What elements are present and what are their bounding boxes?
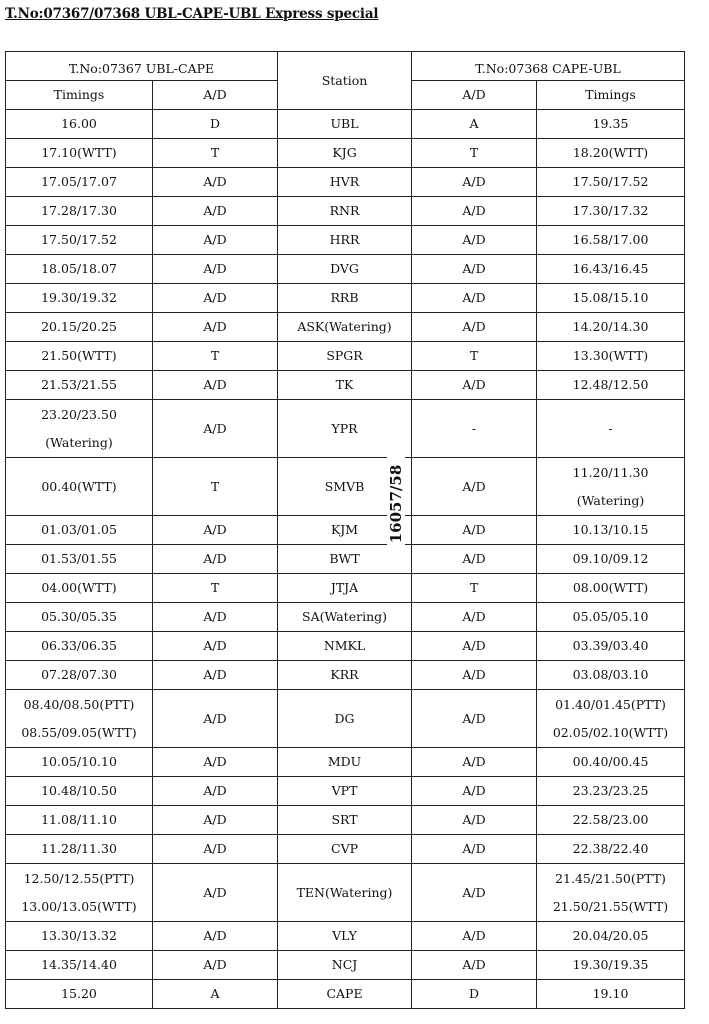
- right-timings-header: Timings: [537, 81, 685, 110]
- left-timing-cell: 18.05/18.07: [6, 255, 153, 284]
- right-ad-cell: A/D: [412, 632, 537, 661]
- table-row: [6, 661, 685, 690]
- left-timing-cell: 11.28/11.30: [6, 835, 153, 864]
- station-cell: CAPE: [278, 980, 412, 1009]
- station-cell: VLY: [278, 922, 412, 951]
- station-cell: VPT: [278, 777, 412, 806]
- station-cell: UBL: [278, 110, 412, 139]
- table-row: [6, 806, 685, 835]
- table-row: [6, 951, 685, 980]
- left-timing-cell: 17.05/17.07: [6, 168, 153, 197]
- station-cell: TEN(Watering): [278, 864, 412, 922]
- right-timing-cell: 10.13/10.15: [537, 516, 685, 545]
- table-row: [6, 864, 685, 922]
- left-timing-cell: 17.10(WTT): [6, 139, 153, 168]
- right-ad-cell: A/D: [412, 951, 537, 980]
- table-row: [6, 197, 685, 226]
- left-timing-cell: 11.08/11.10: [6, 806, 153, 835]
- table-row: [6, 371, 685, 400]
- left-timing-cell: 00.40(WTT): [6, 458, 153, 516]
- left-ad-cell: A/D: [153, 748, 278, 777]
- right-ad-cell: A/D: [412, 168, 537, 197]
- right-timing-cell: 15.08/15.10: [537, 284, 685, 313]
- table-row: [6, 313, 685, 342]
- left-timing-cell: 01.03/01.05: [6, 516, 153, 545]
- right-ad-cell: A/D: [412, 197, 537, 226]
- right-timing-cell: [537, 690, 685, 748]
- left-timing-cell-line-2: 13.00/13.05(WTT): [21, 898, 137, 914]
- left-ad-cell: A/D: [153, 516, 278, 545]
- left-ad-cell: A/D: [153, 197, 278, 226]
- right-ad-cell: A/D: [412, 748, 537, 777]
- right-timing-cell: 18.20(WTT): [537, 139, 685, 168]
- right-timing-cell: 09.10/09.12: [537, 545, 685, 574]
- left-train-header: T.No:07367 UBL-CAPE: [6, 52, 278, 81]
- station-cell: NCJ: [278, 951, 412, 980]
- right-timing-cell: 03.08/03.10: [537, 661, 685, 690]
- station-header: Station: [278, 52, 412, 110]
- right-ad-cell: A/D: [412, 690, 537, 748]
- header-row-1: [6, 52, 685, 81]
- right-timing-cell-line-1: 11.20/11.30: [572, 464, 649, 480]
- left-ad-cell: A/D: [153, 168, 278, 197]
- left-timing-cell: 01.53/01.55: [6, 545, 153, 574]
- left-ad-cell: D: [153, 110, 278, 139]
- right-timing-cell-line-2: (Watering): [576, 492, 645, 508]
- left-ad-cell: A/D: [153, 690, 278, 748]
- left-ad-cell: A/D: [153, 835, 278, 864]
- table-row: [6, 574, 685, 603]
- right-timing-cell: 14.20/14.30: [537, 313, 685, 342]
- station-cell: DG: [278, 690, 412, 748]
- table-row: [6, 632, 685, 661]
- right-ad-cell: A/D: [412, 835, 537, 864]
- right-timing-cell: 00.40/00.45: [537, 748, 685, 777]
- left-timing-cell: 10.05/10.10: [6, 748, 153, 777]
- right-timing-cell: 22.38/22.40: [537, 835, 685, 864]
- left-ad-cell: T: [153, 458, 278, 516]
- right-timing-cell: 22.58/23.00: [537, 806, 685, 835]
- left-timing-cell-line-1: 23.20/23.50: [41, 406, 117, 422]
- table-row: [6, 400, 685, 458]
- left-timing-cell-line-2: (Watering): [45, 434, 113, 450]
- station-cell: RNR: [278, 197, 412, 226]
- right-timing-cell: 19.30/19.35: [537, 951, 685, 980]
- left-timing-cell: 13.30/13.32: [6, 922, 153, 951]
- train-number-side-label: 16057/58: [387, 438, 405, 570]
- right-ad-cell: T: [412, 342, 537, 371]
- right-timing-cell-line-1: 01.40/01.45(PTT): [555, 696, 666, 712]
- left-ad-cell: A/D: [153, 922, 278, 951]
- right-ad-cell: A/D: [412, 806, 537, 835]
- station-cell: TK: [278, 371, 412, 400]
- right-ad-cell: -: [412, 400, 537, 458]
- left-timing-cell: 17.28/17.30: [6, 197, 153, 226]
- left-ad-cell: A/D: [153, 545, 278, 574]
- right-ad-cell: A/D: [412, 603, 537, 632]
- table-row: [6, 690, 685, 748]
- station-cell: DVG: [278, 255, 412, 284]
- right-ad-cell: T: [412, 574, 537, 603]
- left-timing-cell: 15.20: [6, 980, 153, 1009]
- table-row: [6, 603, 685, 632]
- left-timing-cell: [6, 690, 153, 748]
- right-timing-cell: 03.39/03.40: [537, 632, 685, 661]
- right-timing-cell: 19.10: [537, 980, 685, 1009]
- left-timing-cell: 19.30/19.32: [6, 284, 153, 313]
- right-ad-cell: A/D: [412, 284, 537, 313]
- timetable: [5, 51, 685, 1009]
- table-row: [6, 835, 685, 864]
- left-ad-cell: A/D: [153, 951, 278, 980]
- left-timing-cell-line-1: 12.50/12.55(PTT): [23, 870, 135, 886]
- right-ad-cell: D: [412, 980, 537, 1009]
- table-row: [6, 110, 685, 139]
- left-ad-cell: A/D: [153, 371, 278, 400]
- left-ad-cell: T: [153, 574, 278, 603]
- left-ad-cell: A: [153, 980, 278, 1009]
- station-cell: SRT: [278, 806, 412, 835]
- station-cell: KJM: [278, 516, 412, 545]
- left-ad-cell: A/D: [153, 661, 278, 690]
- left-timing-cell: 17.50/17.52: [6, 226, 153, 255]
- station-cell: NMKL: [278, 632, 412, 661]
- right-ad-cell: A/D: [412, 864, 537, 922]
- left-timing-cell: 06.33/06.35: [6, 632, 153, 661]
- right-timing-cell: 23.23/23.25: [537, 777, 685, 806]
- station-cell: YPR: [278, 400, 412, 458]
- station-cell: SMVB: [278, 458, 412, 516]
- left-ad-cell: A/D: [153, 400, 278, 458]
- left-timing-cell: 07.28/07.30: [6, 661, 153, 690]
- table-row: [6, 139, 685, 168]
- right-ad-cell: A/D: [412, 661, 537, 690]
- left-timing-cell: 10.48/10.50: [6, 777, 153, 806]
- station-cell: KJG: [278, 139, 412, 168]
- left-timing-cell: [6, 400, 153, 458]
- right-timing-cell: 12.48/12.50: [537, 371, 685, 400]
- table-row: [6, 545, 685, 574]
- right-timing-cell: 17.50/17.52: [537, 168, 685, 197]
- right-timing-cell: 16.43/16.45: [537, 255, 685, 284]
- right-ad-cell: A/D: [412, 922, 537, 951]
- table-row: [6, 748, 685, 777]
- right-ad-cell: A/D: [412, 226, 537, 255]
- left-timing-cell-line-2: 08.55/09.05(WTT): [21, 724, 137, 740]
- left-ad-cell: T: [153, 342, 278, 371]
- station-cell: HVR: [278, 168, 412, 197]
- right-ad-cell: A/D: [412, 371, 537, 400]
- table-row: [6, 980, 685, 1009]
- station-cell: ASK(Watering): [278, 313, 412, 342]
- left-timing-cell: 04.00(WTT): [6, 574, 153, 603]
- right-ad-cell: T: [412, 139, 537, 168]
- left-timing-cell: 21.53/21.55: [6, 371, 153, 400]
- document-title: T.No:07367/07368 UBL-CAPE-UBL Express special: [5, 6, 379, 22]
- right-ad-cell: A/D: [412, 777, 537, 806]
- table-row: [6, 168, 685, 197]
- station-cell: HRR: [278, 226, 412, 255]
- right-timing-cell: 13.30(WTT): [537, 342, 685, 371]
- table-row: [6, 255, 685, 284]
- right-timing-cell: 08.00(WTT): [537, 574, 685, 603]
- right-timing-cell-line-1: 21.45/21.50(PTT): [555, 870, 666, 886]
- left-ad-cell: A/D: [153, 632, 278, 661]
- station-cell: KRR: [278, 661, 412, 690]
- station-cell: BWT: [278, 545, 412, 574]
- left-ad-cell: T: [153, 139, 278, 168]
- left-timing-cell: 05.30/05.35: [6, 603, 153, 632]
- right-timing-cell: [537, 864, 685, 922]
- right-ad-header: A/D: [412, 81, 537, 110]
- left-timing-cell: [6, 864, 153, 922]
- table-row: [6, 284, 685, 313]
- right-timing-cell-line-2: 02.05/02.10(WTT): [552, 724, 669, 740]
- right-timing-cell-line-2: 21.50/21.55(WTT): [552, 898, 669, 914]
- left-ad-cell: A/D: [153, 777, 278, 806]
- table-row: [6, 777, 685, 806]
- right-ad-cell: A: [412, 110, 537, 139]
- right-ad-cell: A/D: [412, 458, 537, 516]
- left-timing-cell: 20.15/20.25: [6, 313, 153, 342]
- left-ad-header: A/D: [153, 81, 278, 110]
- right-ad-cell: A/D: [412, 255, 537, 284]
- right-ad-cell: A/D: [412, 313, 537, 342]
- left-timing-cell-line-1: 08.40/08.50(PTT): [23, 696, 135, 712]
- left-ad-cell: A/D: [153, 313, 278, 342]
- table-row: [6, 342, 685, 371]
- right-ad-cell: A/D: [412, 516, 537, 545]
- station-cell: MDU: [278, 748, 412, 777]
- station-cell: SPGR: [278, 342, 412, 371]
- left-timings-header: Timings: [6, 81, 153, 110]
- table-row: [6, 516, 685, 545]
- right-timing-cell: 16.58/17.00: [537, 226, 685, 255]
- left-ad-cell: A/D: [153, 255, 278, 284]
- station-cell: RRB: [278, 284, 412, 313]
- right-timing-cell: 20.04/20.05: [537, 922, 685, 951]
- station-cell: SA(Watering): [278, 603, 412, 632]
- left-timing-cell: 16.00: [6, 110, 153, 139]
- left-ad-cell: A/D: [153, 603, 278, 632]
- left-ad-cell: A/D: [153, 284, 278, 313]
- right-timing-cell: [537, 458, 685, 516]
- left-ad-cell: A/D: [153, 864, 278, 922]
- left-ad-cell: A/D: [153, 806, 278, 835]
- right-ad-cell: A/D: [412, 545, 537, 574]
- table-row: [6, 922, 685, 951]
- table-row: [6, 226, 685, 255]
- right-timing-cell: 17.30/17.32: [537, 197, 685, 226]
- right-timing-cell: -: [537, 400, 685, 458]
- left-ad-cell: A/D: [153, 226, 278, 255]
- right-timing-cell: 05.05/05.10: [537, 603, 685, 632]
- table-row: [6, 458, 685, 516]
- right-timing-cell: 19.35: [537, 110, 685, 139]
- left-timing-cell: 14.35/14.40: [6, 951, 153, 980]
- right-train-header: T.No:07368 CAPE-UBL: [412, 52, 685, 81]
- station-cell: CVP: [278, 835, 412, 864]
- left-timing-cell: 21.50(WTT): [6, 342, 153, 371]
- station-cell: JTJA: [278, 574, 412, 603]
